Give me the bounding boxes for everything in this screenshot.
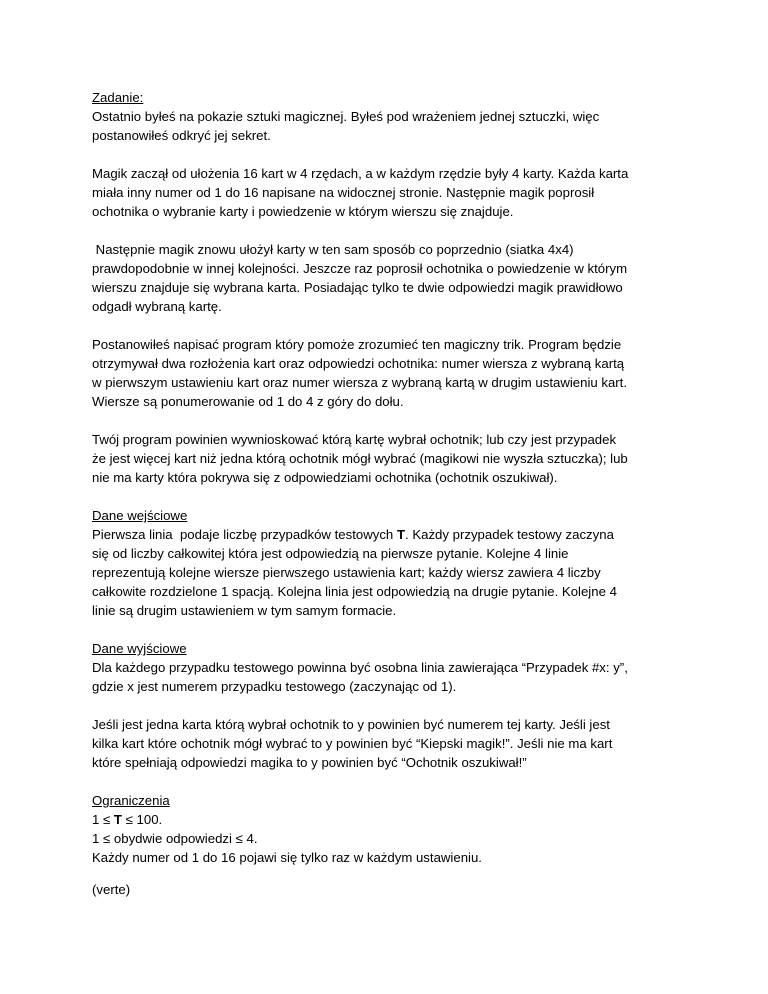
text-line: ochotnika o wybranie karty i powiedzenie w którym wierszu się znajduje.: [92, 204, 514, 219]
output-paragraph-2: [92, 715, 692, 772]
task-paragraph-3: [92, 335, 692, 411]
constraints-section: [92, 791, 692, 867]
task-paragraph-2: [92, 240, 692, 316]
input-heading: Dane wejściowe: [92, 508, 188, 523]
text-line: w pierwszym ustawieniu kart oraz numer wiersza z wybraną kartą w drugim ustawieniu kart.: [92, 375, 628, 390]
text-line: że jest więcej kart niż jedna którą ochotnik mógł wybrać (magikowi nie wyszła sztuczka); lub: [92, 451, 628, 466]
task-section: [92, 88, 692, 145]
task-paragraph-1: [92, 164, 692, 221]
text-line: Postanowiłeś napisać program który pomoże zrozumieć ten magiczny trik. Program będzie: [92, 337, 622, 352]
variable-t: T: [396, 527, 405, 542]
task-intro-line: postanowiłeś odkryć jej sekret.: [92, 128, 271, 143]
task-paragraph-4: [92, 430, 692, 487]
text-line: Jeśli jest jedna karta którą wybrał ochotnik to y powinien być numerem tej karty. Jeśli jest: [92, 717, 610, 732]
constraints-heading: Ograniczenia: [92, 793, 170, 808]
text-line: Dla każdego przypadku testowego powinna być osobna linia zawierająca “Przypadek #x: y”,: [92, 660, 628, 675]
text-line: 1 ≤ obydwie odpowiedzi ≤ 4.: [92, 831, 258, 846]
input-section: [92, 506, 692, 620]
text-line: Twój program powinien wywnioskować którą kartę wybrał ochotnik; lub czy jest przypadek: [92, 432, 617, 447]
text-line: odgadł wybraną kartę.: [92, 299, 222, 314]
text-line: reprezentują kolejne wiersze pierwszego ustawienia kart; każdy wiersz zawiera 4 liczby: [92, 565, 601, 580]
text-line: Magik zaczął od ułożenia 16 kart w 4 rzędach, a w każdym rzędzie były 4 karty. Każda karta: [92, 166, 629, 181]
text-fragment: . Każdy przypadek testowy zaczyna: [405, 527, 614, 542]
text-fragment: 1 ≤: [92, 812, 114, 827]
variable-t: T: [113, 812, 122, 827]
text-line: [92, 525, 692, 544]
task-heading: Zadanie:: [92, 90, 144, 105]
text-line: Każdy numer od 1 do 16 pojawi się tylko raz w każdym ustawieniu.: [92, 850, 482, 865]
text-fragment: ≤ 100.: [121, 812, 163, 827]
text-line: nie ma karty która pokrywa się z odpowiedziami ochotnika (ochotnik oszukiwał).: [92, 470, 558, 485]
text-line: otrzymywał dwa rozłożenia kart oraz odpowiedzi ochotnika: numer wiersza z wybraną kartą: [92, 356, 625, 371]
text-line: całkowite rozdzielone 1 spacją. Kolejna linia jest odpowiedzią na drugie pytanie. Kolejne 4: [92, 584, 617, 599]
text-line: [92, 810, 692, 829]
text-line: miała inny numer od 1 do 16 napisane na widocznej stronie. Następnie magik poprosił: [92, 185, 595, 200]
text-line: Następnie magik znowu ułożył karty w ten sam sposób co poprzednio (siatka 4x4): [92, 242, 574, 257]
text-line: gdzie x jest numerem przypadku testowego (zaczynając od 1).: [92, 679, 457, 694]
output-heading: Dane wyjściowe: [92, 641, 187, 656]
text-line: wierszu znajduje się wybrana karta. Posiadając tylko te dwie odpowiedzi magik prawidłowo: [92, 280, 623, 295]
output-section: [92, 639, 692, 696]
text-line: kilka kart które ochotnik mógł wybrać to y powinien być “Kiepski magik!”. Jeśli nie ma kart: [92, 736, 613, 751]
text-line: Wiersze są ponumerowanie od 1 do 4 z góry do dołu.: [92, 394, 404, 409]
text-line: się od liczby całkowitej która jest odpowiedzią na pierwsze pytanie. Kolejne 4 linie: [92, 546, 569, 561]
task-intro-line: Ostatnio byłeś na pokazie sztuki magicznej. Byłeś pod wrażeniem jednej sztuczki, więc: [92, 109, 600, 124]
verte-note: (verte): [92, 882, 131, 897]
text-line: prawdopodobnie w innej kolejności. Jeszcze raz poprosił ochotnika o powiedzenie w którym: [92, 261, 628, 276]
text-line: które spełniają odpowiedzi magika to y powinien być “Ochotnik oszukiwał!”: [92, 755, 527, 770]
document-page: [92, 88, 692, 886]
text-line: linie są drugim ustawieniem w tym samym formacie.: [92, 603, 397, 618]
text-fragment: Pierwsza linia podaje liczbę przypadków testowych: [92, 527, 397, 542]
